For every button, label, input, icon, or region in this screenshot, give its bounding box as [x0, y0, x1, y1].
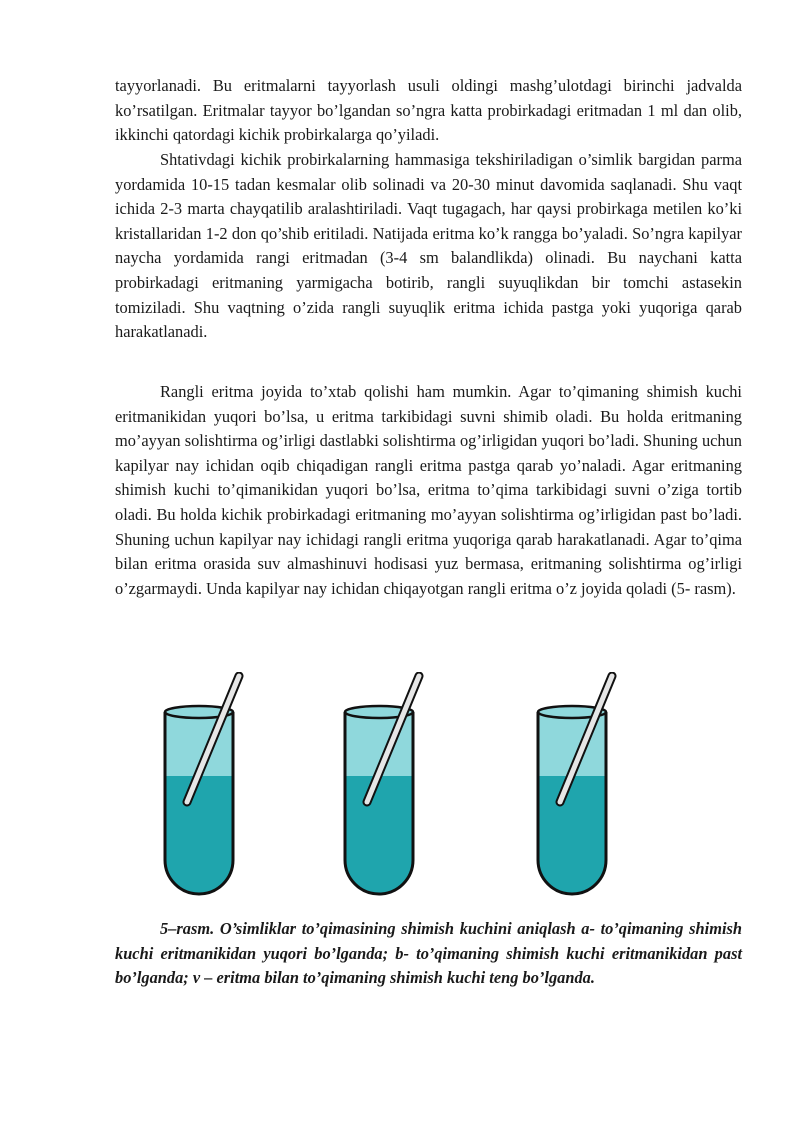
tube-3-solution-dark	[538, 776, 606, 894]
tube-1-solution-dark	[165, 776, 233, 894]
tube-2-solution-dark	[345, 776, 413, 894]
paragraph-2: Shtativdagi kichik probirkalarning hammasiga tekshiriladigan o’simlik bargidan parma yordamida 10-15 tadan kesmalar olib solinadi va 20-30 minut davomida saqlanadi. Shu vaqt ichida 2-3 marta chayqatilib aralashtiriladi. Vaqt tugagach, har qaysi probirkaga metilen ko’ki kristallaridan 1-2 don qo’shib eritiladi. Natijada eritma ko’k rangga bo’yaladi. So’ngra kapilyar naycha yordamida rangi eritmadan (3-4 sm balandlikda) olinadi. Bu naychani katta probirkadagi eritmaning yarmigacha botirib, rangli suyuqlikdan bir tomchi astasekin tomiziladi. Shu vaqtning o’zida rangli suyuqlik eritma ichida pastga yoki yuqoriga qarab harakatlanadi.	[115, 150, 742, 342]
test-tubes-illustration	[160, 672, 626, 900]
paragraph-1: tayyorlanadi. Bu eritmalarni tayyorlash usuli oldingi mashg’ulotdagi birinchi jadvalda ko’rsatilgan. Eritmalar tayyor bo’lgandan so’ngra katta probirkadagi eritmadan 1 ml dan olib, ikkinchi qatordagi kichik probirkalarga qo’yiladi.	[115, 76, 742, 145]
figure-caption: 5–rasm. O’simliklar to’qimasining shimish kuchini aniqlash a- to’qimaning shimish kuchi eritmanikidan yuqori bo’lganda; b- to’qimaning shimish kuchi eritmanikidan past bo’lganda; v – eritma bilan to’qimaning shimish kuchi teng bo’lganda.	[115, 919, 742, 988]
paragraph-3: Rangli eritma joyida to’xtab qolishi ham mumkin. Agar to’qimaning shimish kuchi eritmanikidan yuqori bo’lsa, u eritma tarkibidagi suvni shimib oladi. Bu holda eritmaning mo’ayyan solishtirma og’irligi dastlabki solishtirma og’irligidan yuqori bo’ladi. Shuning uchun kapilyar nay ichidan oqib chiqadigan rangli eritma pastga qarab yo’naladi. Agar eritmaning shimish kuchi to’qimanikidan yuqori bo’lsa, eritma to’qima tarkibidagi suvni o’ziga tortib oladi. Bu holda kichik probirkadagi eritmaning mo’ayyan solishtirma og’irligidan past bo’ladi. Shuning uchun kapilyar nay ichidagi rangli eritma yuqoriga qarab harakatlanadi. Agar to’qima bilan eritma orasida suv almashinuvi hodisasi yuz bermasa, eritmaning solishtirma og’irligi o’zgarmaydi. Unda kapilyar nay ichidan chiqayotgan rangli eritma o’z joyida qoladi (5- rasm).	[115, 382, 742, 598]
figure-test-tubes	[160, 672, 626, 900]
